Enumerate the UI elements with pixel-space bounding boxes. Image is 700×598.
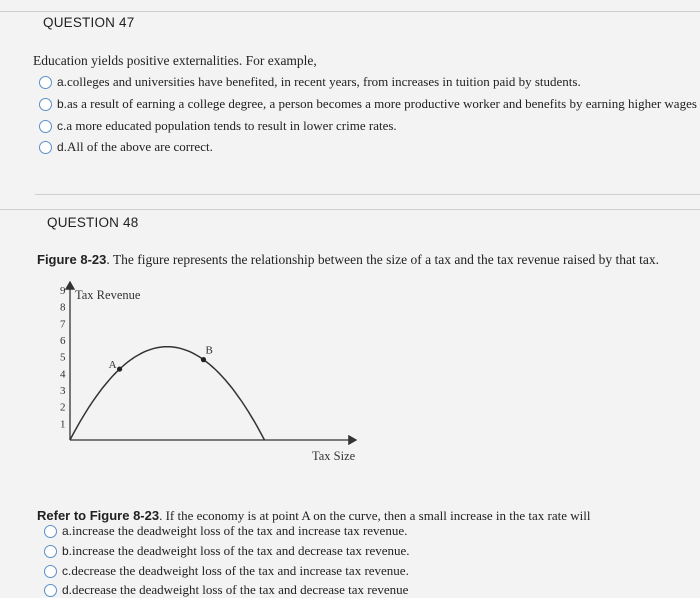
refer-prompt — [37, 508, 591, 524]
y-tick-label: 6 — [60, 335, 66, 347]
y-tick-label: 1 — [60, 418, 66, 431]
option-letter: b. — [57, 97, 68, 111]
q48-option-a[interactable] — [44, 523, 407, 539]
q47-option-b[interactable] — [39, 96, 697, 112]
q47-option-c[interactable] — [39, 118, 397, 134]
y-tick-label: 8 — [60, 301, 66, 314]
question-divider — [0, 209, 700, 210]
point-a-label: A — [108, 359, 117, 372]
radio-button[interactable] — [44, 565, 57, 578]
x-axis-label: Tax Size — [312, 449, 356, 463]
option-letter: c. — [57, 119, 67, 133]
option-letter: b. — [62, 544, 73, 558]
point-b-marker — [201, 357, 206, 362]
radio-button[interactable] — [39, 120, 52, 133]
radio-button[interactable] — [39, 141, 52, 154]
radio-button[interactable] — [39, 76, 52, 89]
option-text: decrease the deadweight loss of the tax and increase tax revenue. — [71, 563, 409, 578]
option-text: as a result of earning a college degree, a person becomes a more productive worker and benefits by earning higher wages — [67, 96, 697, 111]
y-tick-label: 2 — [60, 401, 66, 414]
laffer-curve-chart — [40, 275, 380, 470]
y-tick-label: 5 — [60, 351, 66, 364]
figure-reference: Figure 8-23 — [37, 252, 107, 267]
option-letter: c. — [62, 564, 72, 578]
option-letter: d. — [62, 583, 73, 597]
y-tick-label: 9 — [60, 285, 66, 297]
refer-text: . If the economy is at point A on the curve, then a small increase in the tax rate will — [159, 508, 591, 523]
question-47-prompt: Education yields positive externalities. For example, — [33, 53, 317, 68]
option-text: decrease the deadweight loss of the tax and decrease tax revenue — [72, 582, 409, 597]
q48-option-c[interactable] — [44, 563, 409, 579]
option-letter: a. — [62, 524, 73, 538]
radio-button[interactable] — [44, 584, 57, 597]
y-tick-label: 4 — [60, 368, 66, 381]
q47-option-d[interactable] — [39, 139, 213, 155]
option-text: increase the deadweight loss of the tax and increase tax revenue. — [72, 523, 408, 538]
refer-label: Refer to Figure 8-23 — [37, 508, 160, 523]
revenue-curve — [70, 344, 265, 440]
option-letter: d. — [57, 140, 68, 154]
y-axis-label: Tax Revenue — [75, 288, 141, 302]
q48-option-b[interactable] — [44, 543, 410, 559]
point-a-marker — [117, 366, 122, 371]
option-text: colleges and universities have benefited, in recent years, from increases in tuition paid by students. — [67, 74, 581, 89]
point-b-label: B — [205, 344, 213, 357]
radio-button[interactable] — [44, 545, 57, 558]
y-tick-labels — [60, 285, 66, 430]
curve-points — [109, 345, 213, 372]
q47-option-a[interactable] — [39, 74, 581, 90]
option-text: All of the above are correct. — [67, 139, 213, 154]
question-48-heading: QUESTION 48 — [47, 215, 139, 230]
question-47-divider — [35, 194, 700, 195]
option-text: a more educated population tends to result in lower crime rates. — [66, 118, 397, 133]
radio-button[interactable] — [39, 98, 52, 111]
top-divider — [0, 11, 700, 12]
y-tick-label: 7 — [60, 318, 66, 331]
radio-button[interactable] — [44, 525, 57, 538]
option-text: increase the deadweight loss of the tax and decrease tax revenue. — [72, 543, 410, 558]
question-48-prompt — [37, 252, 659, 268]
y-tick-label: 3 — [60, 385, 66, 397]
figure-caption: . The figure represents the relationship between the size of a tax and the tax revenue raised by that tax. — [106, 252, 660, 267]
option-letter: a. — [57, 75, 68, 89]
question-47-heading: QUESTION 47 — [43, 15, 135, 30]
